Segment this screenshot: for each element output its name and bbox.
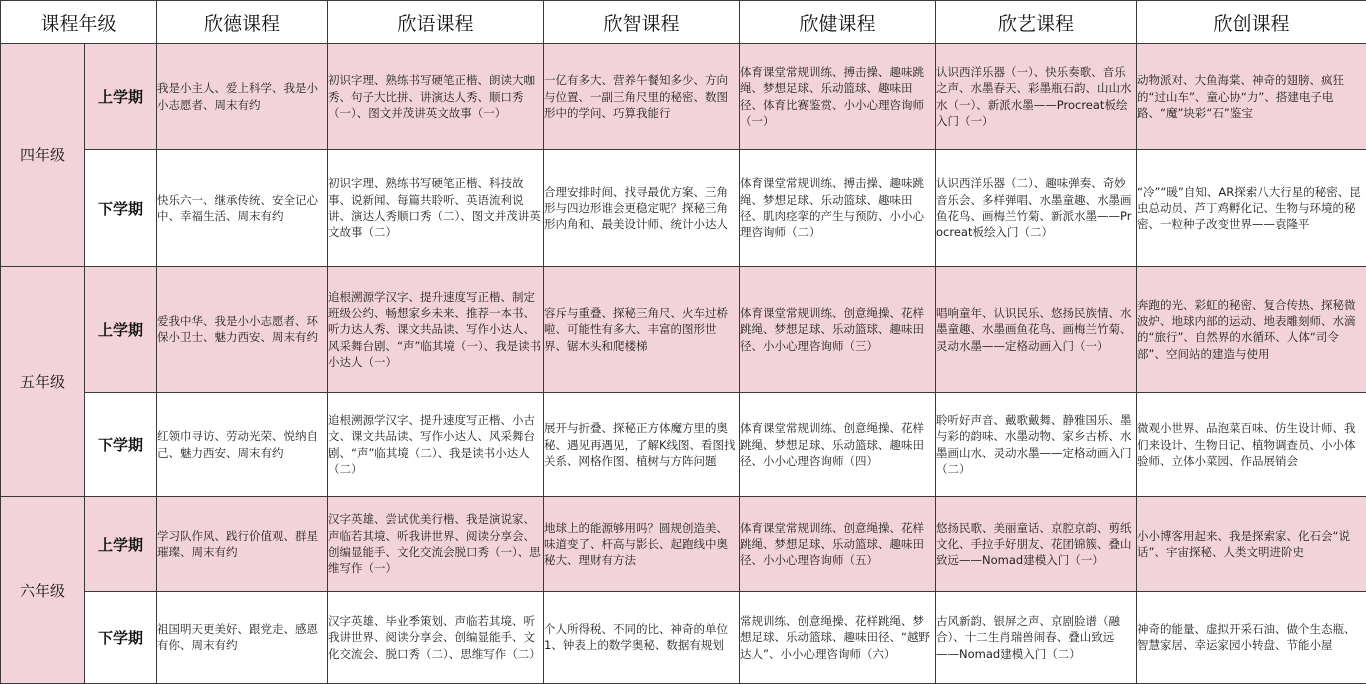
header-math: 欣智课程 <box>544 1 740 44</box>
cell-language: 汉字英雄、毕业季策划、声临若其境、听我讲世界、阅读分享会、创编显能手、文化交流会、脱口秀（二）、思维写作（二） <box>328 591 544 683</box>
table-row <box>1 44 1366 150</box>
cell-moral: 快乐六一、继承传统、安全记心中、幸福生活、周末有约 <box>157 150 328 266</box>
table-row <box>1 266 1366 392</box>
cell-health: 体育课堂常规训练、创意绳操、花样跳绳、梦想足球、乐动篮球、趣味田径、小小心理咨询师（四） <box>740 393 936 497</box>
cell-moral: 爱我中华、我是小小志愿者、环保小卫士、魅力西安、周末有约 <box>157 266 328 392</box>
cell-math: 个人所得税、不同的比、神奇的单位1、钟表上的数学奥秘、数据有规划 <box>544 591 740 683</box>
cell-art: 认识西洋乐器（一）、快乐奏歌、音乐之声、水墨春天、彩墨瓶石韵、山山水水（一）、新派水墨——Procreat板绘入门（一） <box>936 44 1137 150</box>
cell-moral: 祖国明天更美好、跟党走、感恩有你、周末有约 <box>157 591 328 683</box>
cell-language: 初识字理、熟练书写硬笔正楷、朗读大咖秀、句子大比拼、讲演达人秀、顺口秀（一）、图文并茂讲英文故事（一） <box>328 44 544 150</box>
cell-innovation: 动物派对、大鱼海棠、神奇的翅膀、疯狂的“过山车”、童心协“力”、搭建电子电路、“魔”块彩“石”鉴宝 <box>1137 44 1366 150</box>
header-art: 欣艺课程 <box>936 1 1137 44</box>
header-grade: 课程年级 <box>1 1 157 44</box>
cell-art: 古风新韵、银屏之声、京剧脸谱（融合）、十二生肖瑞兽闹春、叠山致远——Nomad建模入门（二） <box>936 591 1137 683</box>
term-label: 上学期 <box>85 497 157 591</box>
term-label: 下学期 <box>85 591 157 683</box>
term-label: 下学期 <box>85 393 157 497</box>
cell-art: 认识西洋乐器（二）、趣味弹奏、奇妙音乐会、多样弹唱、水墨童趣、水墨画鱼花鸟、画梅兰竹菊、新派水墨——Procreat板绘入门（二） <box>936 150 1137 266</box>
cell-innovation: “冷”“暖”自知、AR探索八大行星的秘密、昆虫总动员、芦丁鸡孵化记、生物与环境的秘密、一粒种子改变世界——袁隆平 <box>1137 150 1366 266</box>
cell-health: 体育课堂常规训练、创意绳操、花样跳绳、梦想足球、乐动篮球、趣味田径、小小心理咨询师（三） <box>740 266 936 392</box>
grade-label: 六年级 <box>1 497 85 684</box>
header-row <box>1 1 1366 44</box>
cell-health: 体育课堂常规训练、搏击操、趣味跳绳、梦想足球、乐动篮球、趣味田径、体育比赛鉴赏、小小心理咨询师（一） <box>740 44 936 150</box>
cell-language: 追根溯源学汉字、提升速度写正楷、小古文、课文共品读、写作小达人、风采舞台剧、“声”临其境（二）、我是读书小达人（二） <box>328 393 544 497</box>
table-row <box>1 591 1366 683</box>
header-innovation: 欣创课程 <box>1137 1 1366 44</box>
term-label: 上学期 <box>85 44 157 150</box>
table-row <box>1 150 1366 266</box>
cell-math: 一亿有多大、营养午餐知多少、方向与位置、一副三角尺里的秘密、数图形中的学问、巧算我能行 <box>544 44 740 150</box>
grade-label: 五年级 <box>1 266 85 497</box>
cell-math: 展开与折叠、探秘正方体魔方里的奥秘、遇见再遇见，了解K线图、看图找关系、网格作图、植树与方阵问题 <box>544 393 740 497</box>
cell-art: 聆听好声音、戴歌戴舞、静雅国乐、墨与彩的韵味、水墨动物、家乡古桥、水墨画山水、灵动水墨——定格动画入门（二） <box>936 393 1137 497</box>
cell-math: 容斥与重叠、探秘三角尺、火车过桥啦、可能性有多大、丰富的图形世界、锯木头和爬楼梯 <box>544 266 740 392</box>
header-health: 欣健课程 <box>740 1 936 44</box>
cell-language: 追根溯源学汉字、提升速度写正楷、制定班级公约、畅想家乡未来、推荐一本书、听力达人秀、课文共品读、写作小达人、风采舞台剧、“声”临其境（一）、我是读书小达人（一） <box>328 266 544 392</box>
cell-moral: 我是小主人、爱上科学、我是小小志愿者、周末有约 <box>157 44 328 150</box>
cell-innovation: 奔跑的光、彩虹的秘密、复合传热、探秘微波炉、地球内部的运动、地表雕刻师、水滴的“旅行”、自然界的水循环、人体“司令部”、空间站的建造与使用 <box>1137 266 1366 392</box>
cell-health: 体育课堂常规训练、创意绳操、花样跳绳、梦想足球、乐动篮球、趣味田径、小小心理咨询师（五） <box>740 497 936 591</box>
cell-art: 唱响童年、认识民乐、悠扬民族情、水墨童趣、水墨画鱼花鸟、画梅兰竹菊、灵动水墨——定格动画入门（一） <box>936 266 1137 392</box>
cell-moral: 学习队作风、践行价值观、群星璀璨、周末有约 <box>157 497 328 591</box>
term-label: 下学期 <box>85 150 157 266</box>
table-row <box>1 497 1366 591</box>
cell-innovation: 微观小世界、品泡菜百味、仿生设计师、我们来设计、生物日记、植物调查员、小小体验师、立体小菜园、作品展销会 <box>1137 393 1366 497</box>
cell-health: 体育课堂常规训练、搏击操、趣味跳绳、梦想足球、乐动篮球、趣味田径、肌肉痉挛的产生与预防、小小心理咨询师（二） <box>740 150 936 266</box>
cell-innovation: 神奇的能量、虚拟开采石油、做个生态瓶、智慧家居、幸运家园小转盘、节能小屋 <box>1137 591 1366 683</box>
cell-math: 合理安排时间、找寻最优方案、三角形与四边形谁会更稳定呢？探秘三角形内角和、最美设计师、统计小达人 <box>544 150 740 266</box>
grade-label: 四年级 <box>1 44 85 267</box>
term-label: 上学期 <box>85 266 157 392</box>
cell-innovation: 小小博客用起来、我是探索家、化石会“说话”、宇宙探秘、人类文明进阶史 <box>1137 497 1366 591</box>
header-language: 欣语课程 <box>328 1 544 44</box>
cell-language: 初识字理、熟练书写硬笔正楷、科技故事、说新闻、每篇共聆听、英语流利说讲、演达人秀顺口秀（二）、图文并茂讲英文故事（二） <box>328 150 544 266</box>
cell-language: 汉字英雄、尝试优美行楷、我是演说家、声临若其境、听我讲世界、阅读分享会、创编显能手、文化交流会脱口秀（一）、思维写作（一） <box>328 497 544 591</box>
table-row <box>1 393 1366 497</box>
cell-art: 悠扬民歌、美丽童话、京腔京韵、剪纸文化、手拉手好朋友、花团锦簇、叠山致远——Nomad建模入门（一） <box>936 497 1137 591</box>
cell-health: 常规训练、创意绳操、花样跳绳、梦想足球、乐动篮球、趣味田径、“越野达人”、小小心理咨询师（六） <box>740 591 936 683</box>
header-moral: 欣德课程 <box>157 1 328 44</box>
cell-math: 地球上的能源够用吗？圆规创造美、味道变了、杆高与影长、起跑线中奥秘大、理财有方法 <box>544 497 740 591</box>
cell-moral: 红领巾寻访、劳动光荣、悦纳自己、魅力西安、周末有约 <box>157 393 328 497</box>
